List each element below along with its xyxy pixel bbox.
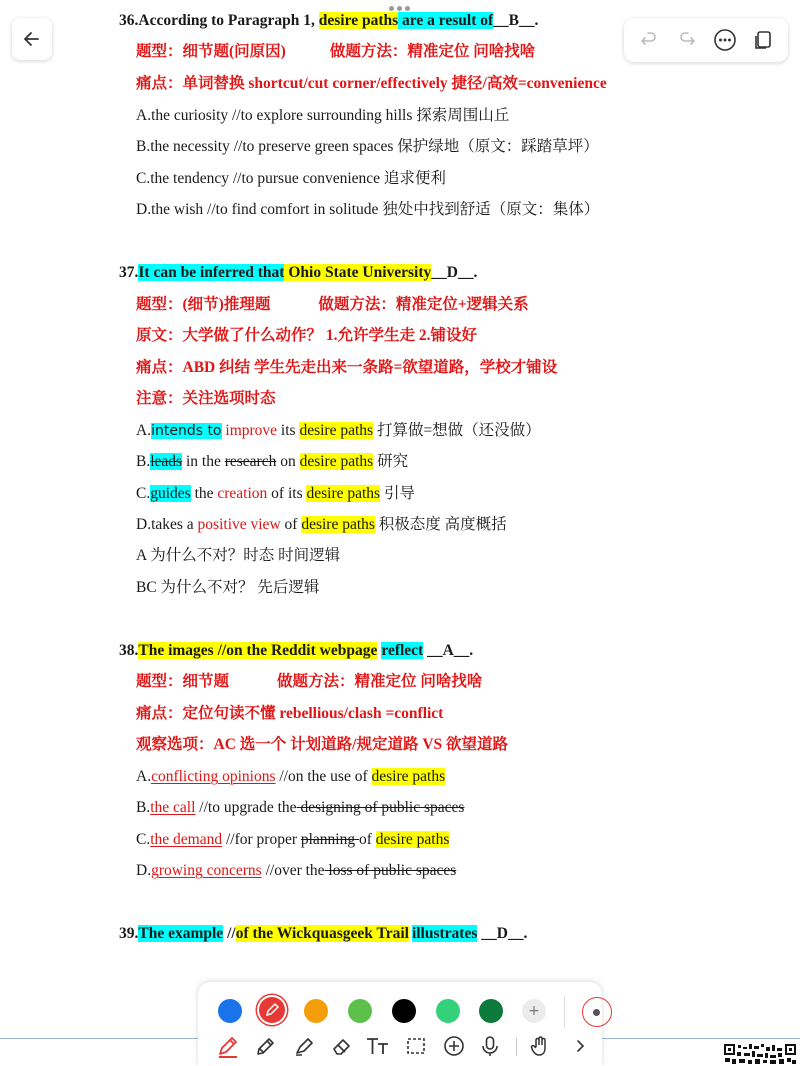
color-swatch-green[interactable] (348, 999, 372, 1023)
pencil-icon (254, 1034, 278, 1058)
q37-option-a: A.intends to improve its desire paths 打算做=想做（还没做） (136, 422, 541, 439)
q36-option-c: C.the tendency //to pursue convenience 追求便利 (136, 170, 446, 187)
redo-icon (677, 30, 697, 50)
q37-option-b: B.leads in the research on desire paths 研究 (136, 453, 409, 470)
q38-stem: 38.The images //on the Reddit webpage reflect __A__. (119, 642, 474, 659)
microphone-icon (478, 1034, 502, 1058)
pen-tool[interactable] (214, 1032, 242, 1060)
redo-button[interactable] (674, 27, 700, 53)
qr-code-image (723, 1043, 797, 1065)
stroke-size-dot (593, 1009, 600, 1016)
q36-option-d: D.the wish //to find comfort in solitude 独处中找到舒适（原文：集体） (136, 201, 600, 218)
q38-type: 题型：细节题 做题方法：精准定位 问啥找啥 (136, 673, 483, 690)
back-button[interactable] (12, 18, 52, 60)
color-swatch-dark-green[interactable] (479, 999, 503, 1023)
q38-option-a: A.conflicting opinions //on the use of desire paths (136, 768, 446, 785)
undo-icon (639, 30, 659, 50)
q36-option-b: B.the necessity //to preserve green spaces 保护绿地（原文：踩踏草坪） (136, 138, 599, 155)
select-icon (404, 1034, 428, 1058)
color-swatch-orange[interactable] (304, 999, 328, 1023)
palette-divider (564, 996, 565, 1028)
q38-pain: 痛点：定位句读不懂 rebellious/clash =conflict (136, 705, 444, 722)
pen-icon (215, 1033, 241, 1059)
hand-tool[interactable] (526, 1032, 554, 1060)
copy-icon (752, 29, 774, 51)
q37-why-a: A 为什么不对？时态 时间逻辑 (136, 547, 341, 564)
eraser-tool[interactable] (328, 1032, 356, 1060)
q36-stem: 36.According to Paragraph 1, desire paths are a result of__B__. (119, 12, 539, 29)
q37-option-c: C.guides the creation of its desire paths 引导 (136, 485, 415, 502)
q37-option-d: D.takes a positive view of desire paths 积极态度 高度概括 (136, 516, 507, 533)
text-icon (365, 1034, 391, 1058)
highlighter-tool[interactable] (290, 1032, 318, 1060)
q37-orig: 原文：大学做了什么动作？ 1.允许学生走 2.铺设好 (136, 327, 478, 344)
q38-option-d: D.growing concerns //over the loss of public spaces (136, 862, 457, 879)
color-swatch-red-selected[interactable] (259, 997, 285, 1023)
text-tool[interactable] (364, 1032, 392, 1060)
eraser-icon (330, 1034, 354, 1058)
insert-tool[interactable] (440, 1032, 468, 1060)
color-row (198, 990, 602, 1032)
expand-tools-button[interactable] (566, 1032, 594, 1060)
q38-observe: 观察选项：AC 选一个 计划道路/规定道路 VS 欲望道路 (136, 736, 509, 753)
q36-pain: 痛点：单词替换 shortcut/cut corner/effectively 捷径/高效=convenience (136, 75, 607, 92)
more-button[interactable] (712, 27, 738, 53)
add-circle-icon (442, 1034, 466, 1058)
color-swatch-mint[interactable] (436, 999, 460, 1023)
tool-row (198, 1028, 602, 1064)
pen-edit-icon (259, 997, 285, 1023)
back-arrow-icon (22, 29, 42, 49)
q37-pain: 痛点：ABD 纠结 学生先走出来一条路=欲望道路，学校才铺设 (136, 359, 558, 376)
voice-tool[interactable] (476, 1032, 504, 1060)
pen-palette (198, 982, 602, 1066)
more-icon (713, 28, 737, 52)
q37-note: 注意：关注选项时态 (136, 390, 276, 407)
highlighter-icon (292, 1034, 316, 1058)
q38-option-c: C.the demand //for proper planning of desire paths (136, 831, 450, 848)
lasso-select-tool[interactable] (402, 1032, 430, 1060)
chevron-right-icon (571, 1037, 589, 1055)
q38-option-b: B.the call //to upgrade the designing of public spaces (136, 799, 465, 816)
undo-button[interactable] (636, 27, 662, 53)
hand-icon (528, 1034, 552, 1058)
add-color-button[interactable]: + (522, 999, 546, 1023)
color-swatch-black[interactable] (392, 999, 416, 1023)
q39-stem: 39.The example //of the Wickquasgeek Trail illustrates __D__. (119, 925, 528, 942)
q36-type: 题型：细节题(问原因) 做题方法：精准定位 问啥找啥 (136, 43, 536, 60)
q37-why-bc: BC 为什么不对？ 先后逻辑 (136, 579, 320, 596)
copy-button[interactable] (750, 27, 776, 53)
tool-divider (516, 1038, 517, 1056)
q36-option-a: A.the curiosity //to explore surrounding hills 探索周围山丘 (136, 107, 510, 124)
top-toolbar (624, 18, 788, 62)
color-swatch-blue[interactable] (218, 999, 242, 1023)
stroke-size-button[interactable] (582, 997, 612, 1027)
q37-type: 题型：(细节)推理题 做题方法：精准定位+逻辑关系 (136, 296, 529, 313)
pencil-tool[interactable] (252, 1032, 280, 1060)
q37-stem: 37.It can be inferred that Ohio State University__D__. (119, 264, 478, 281)
